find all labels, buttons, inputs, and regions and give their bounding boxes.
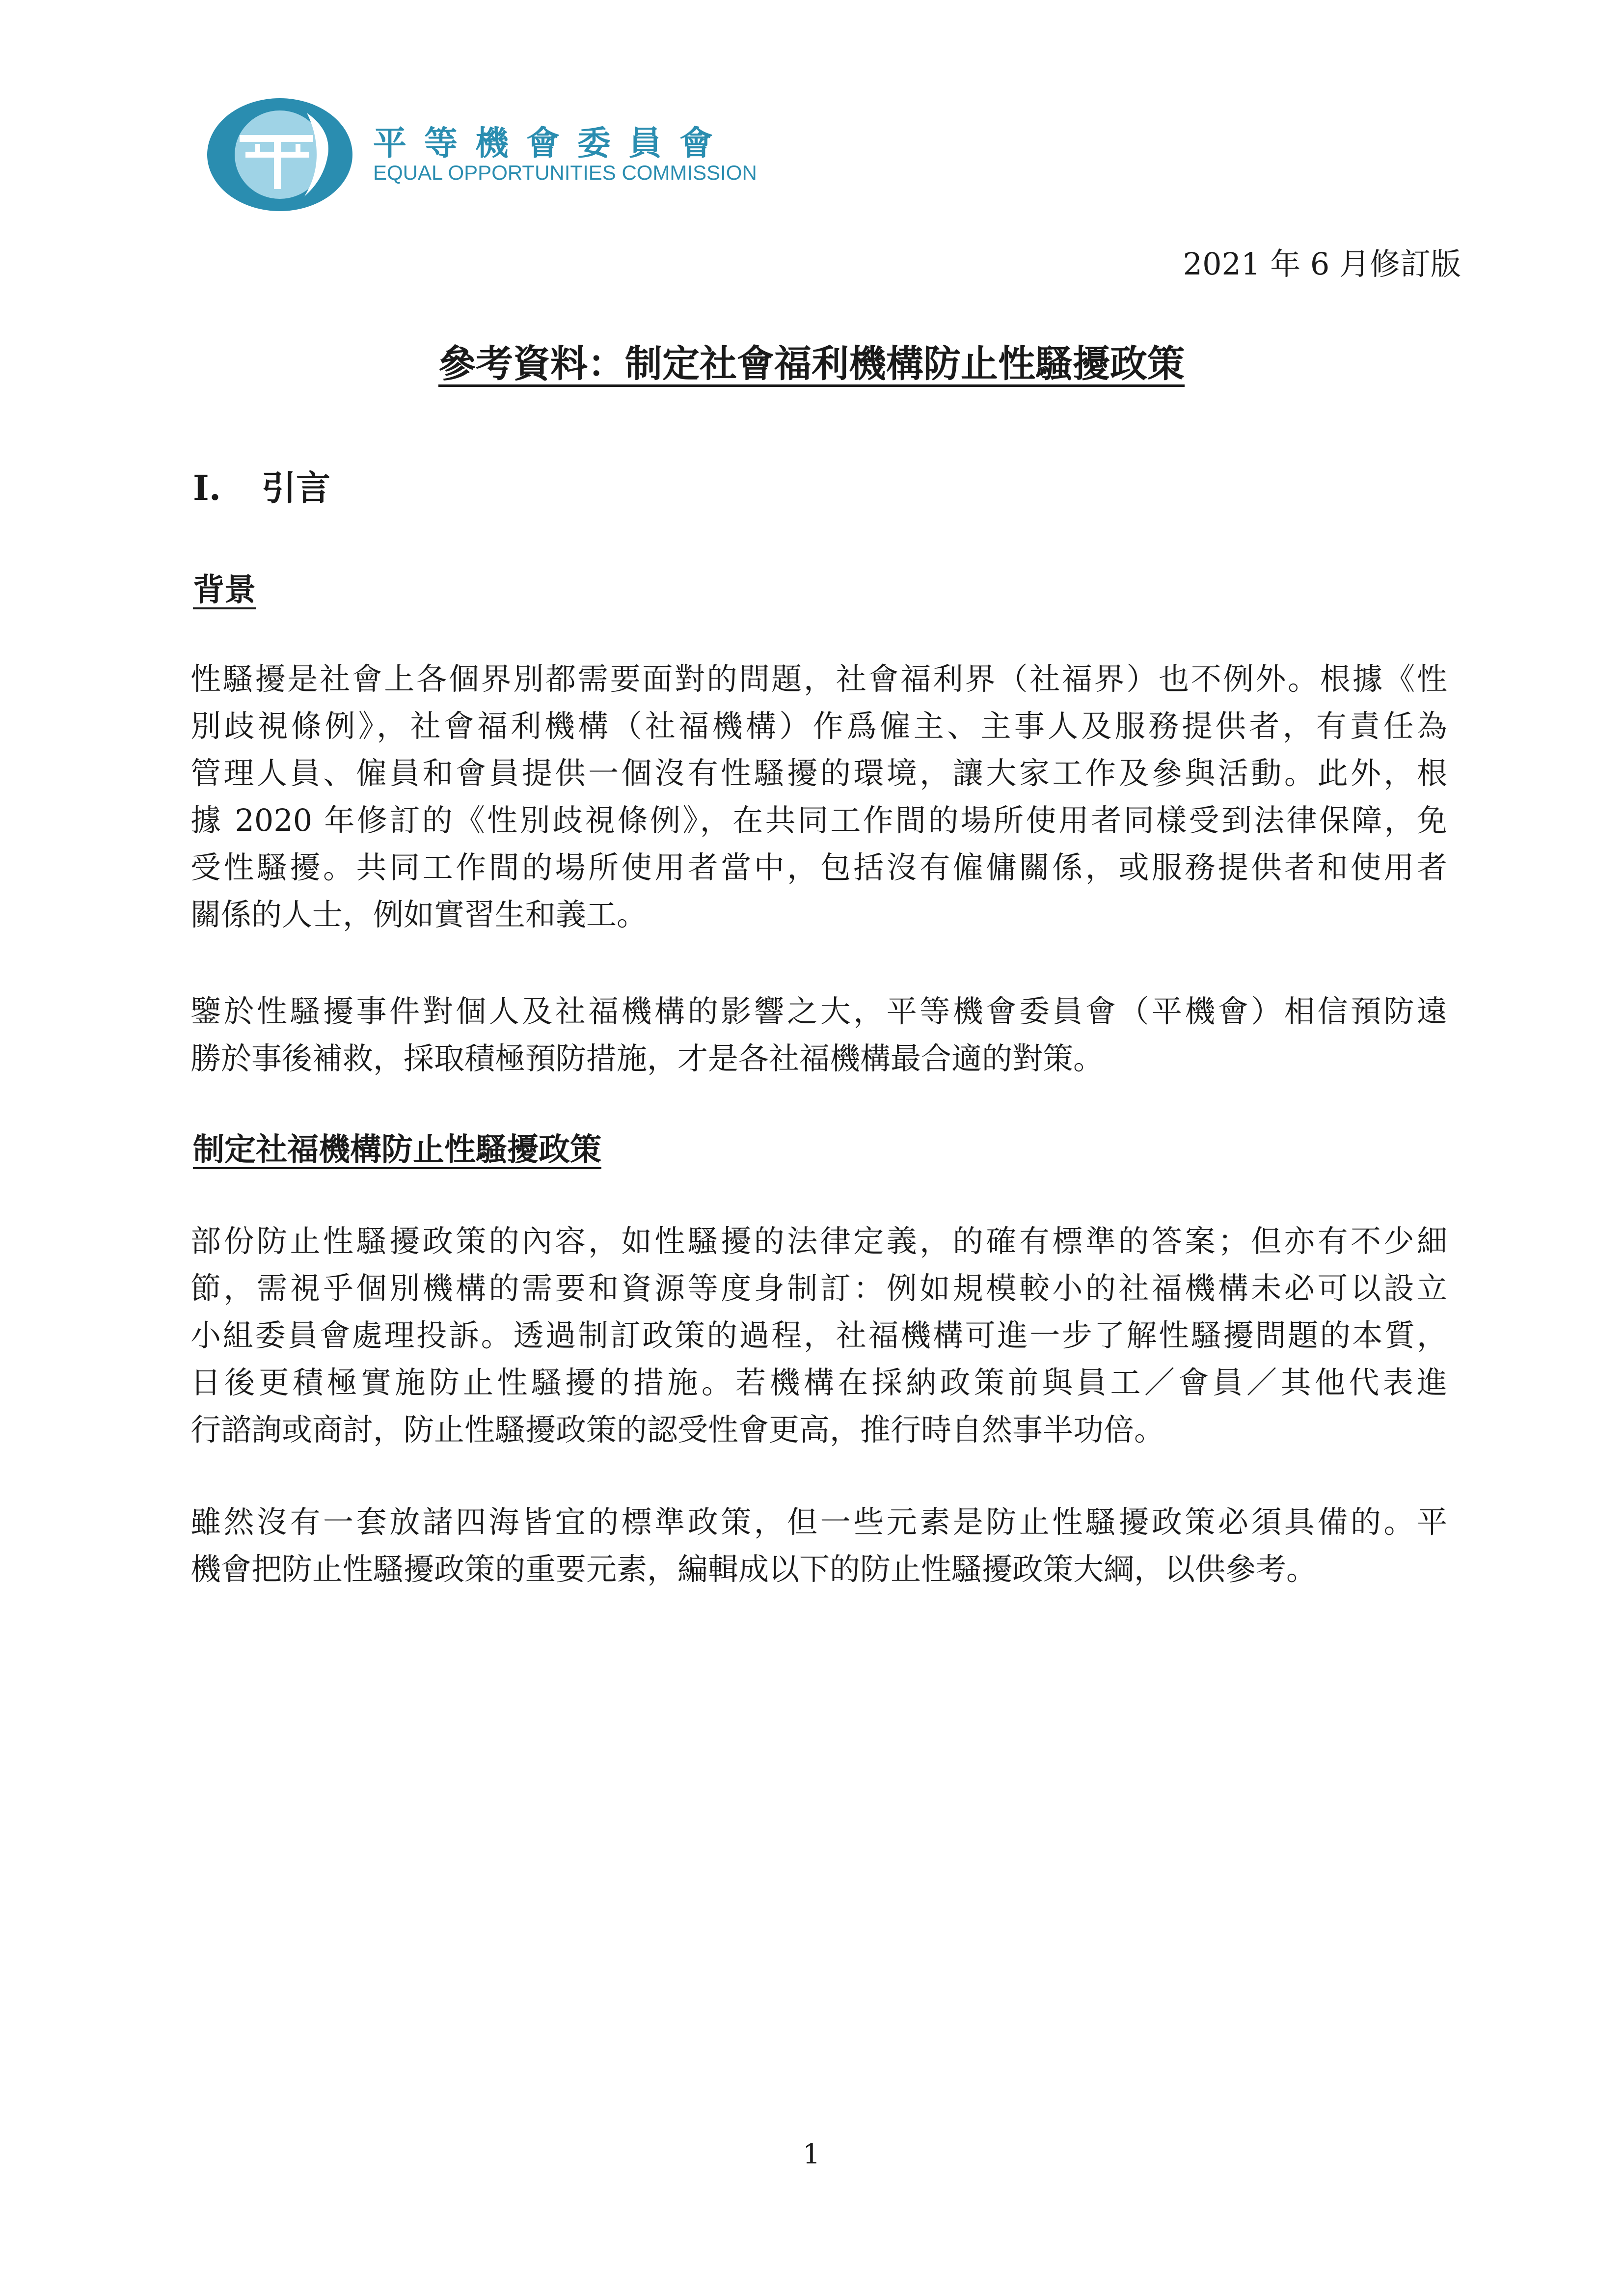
paragraph-line: 據 2020 年修訂的《性別歧視條例》，在共同工作間的場所使用者同樣受到法律保障，免	[190, 802, 1447, 838]
paragraph-line: 行諮詢或商討，防止性騷擾政策的認受性會更高，推行時自然事半功倍。	[190, 1412, 1165, 1448]
paragraph-line: 鑒於性騷擾事件對個人及社福機構的影響之大，平等機會委員會（平機會）相信預防遠	[190, 993, 1447, 1029]
policy-paragraph-1	[190, 1218, 1447, 1453]
paragraph-line: 性騷擾是社會上各個界別都需要面對的問題，社會福利界（社福界）也不例外。根據《性	[190, 661, 1447, 697]
paragraph-line: 管理人員、僱員和會員提供一個沒有性騷擾的環境，讓大家工作及參與活動。此外，根	[190, 755, 1447, 791]
paragraph-line: 關係的人士，例如實習生和義工。	[190, 897, 648, 932]
policy-heading	[193, 1124, 601, 1170]
revision-date: 2021 年 6 月修訂版	[1183, 246, 1461, 282]
background-heading-text: 背景	[193, 572, 256, 608]
paragraph-line: 部份防止性騷擾政策的內容，如性騷擾的法律定義，的確有標準的答案；但亦有不少細	[190, 1223, 1447, 1259]
page-number: 1	[803, 2138, 820, 2170]
document-title	[0, 334, 1623, 387]
section-title: 引言	[262, 467, 330, 508]
background-paragraph-1	[190, 656, 1447, 938]
paragraph-line: 別歧視條例》，社會福利機構（社福機構）作爲僱主、主事人及服務提供者，有責任為	[190, 708, 1447, 744]
paragraph-line: 機會把防止性騷擾政策的重要元素，編輯成以下的防止性騷擾政策大綱，以供參考。	[190, 1551, 1317, 1587]
section-number: I.	[193, 467, 221, 508]
paragraph-line: 受性騷擾。共同工作間的場所使用者當中，包括沒有僱傭關係，或服務提供者和使用者	[190, 849, 1447, 885]
background-paragraph-2	[190, 988, 1447, 1082]
background-heading	[193, 565, 256, 610]
paragraph-line: 雖然沒有一套放諸四海皆宜的標準政策，但一些元素是防止性騷擾政策必須具備的。平	[190, 1504, 1447, 1540]
policy-paragraph-2	[190, 1499, 1447, 1593]
section-heading	[193, 461, 330, 510]
org-name-en: EQUAL OPPORTUNITIES COMMISSION	[373, 161, 757, 184]
paragraph-line: 節，需視乎個別機構的需要和資源等度身制訂：例如規模較小的社福機構未必可以設立	[190, 1270, 1447, 1306]
paragraph-line: 日後更積極實施防止性騷擾的措施。若機構在採納政策前與員工／會員／其他代表進	[190, 1365, 1447, 1400]
document-title-text: 參考資料：制定社會福利機構防止性騷擾政策	[438, 342, 1185, 385]
eoc-logo-icon	[206, 96, 363, 214]
org-name-zh: 平等機會委員會	[373, 124, 731, 163]
paragraph-line: 勝於事後補救，採取積極預防措施，才是各社福機構最合適的對策。	[190, 1040, 1104, 1076]
policy-heading-text: 制定社福機構防止性騷擾政策	[193, 1131, 601, 1168]
paragraph-line: 小組委員會處理投訴。透過制訂政策的過程，社福機構可進一步了解性騷擾問題的本質，	[190, 1317, 1447, 1353]
